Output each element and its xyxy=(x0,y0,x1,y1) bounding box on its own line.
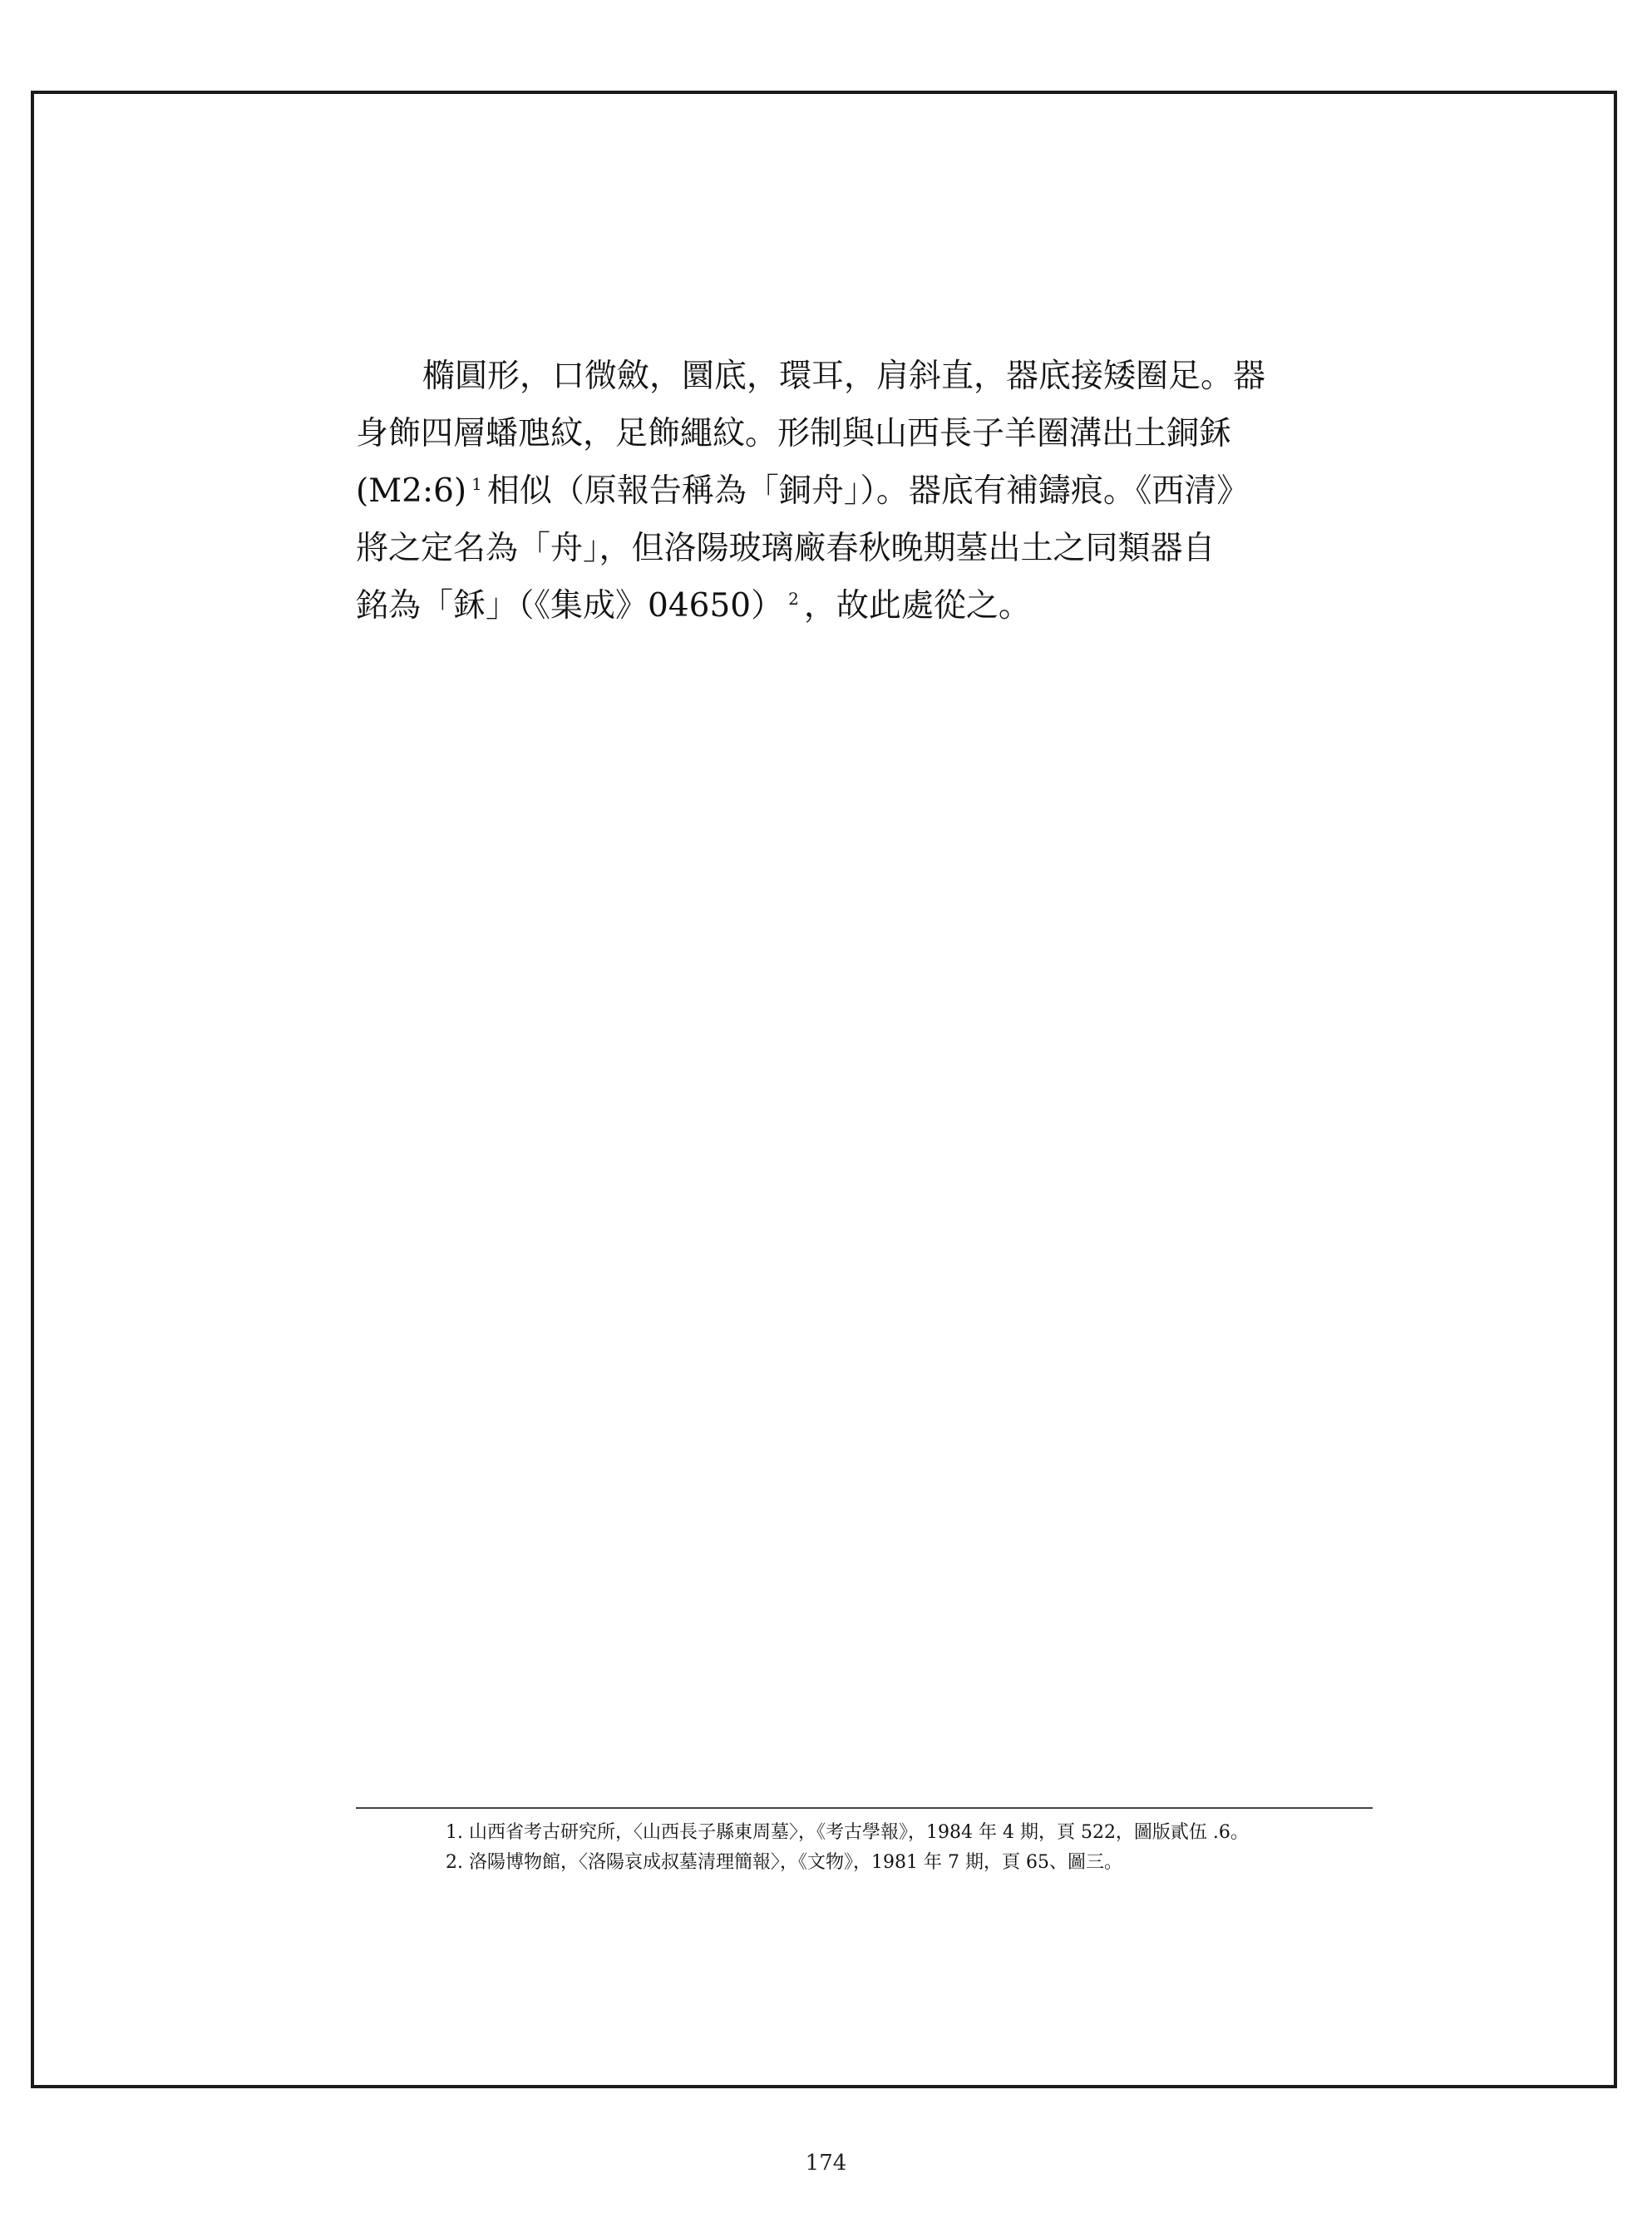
paragraph-fragment: ，故此處從之。 xyxy=(803,587,1031,625)
footnote-divider xyxy=(356,1807,1373,1809)
footnote-list xyxy=(446,1818,1377,1878)
paragraph-fragment: 銘為「鉌」（《集成》04650） xyxy=(356,587,784,625)
paragraph-line: 將之定名為「舟」，但洛陽玻璃廠春秋晚期墓出土之同類器自 xyxy=(356,530,1216,567)
paragraph-line: 身飾四層蟠虺紋，足飾繩紋。形制與山西長子羊圈溝出土銅鉌 xyxy=(356,415,1232,452)
main-paragraph xyxy=(356,348,1378,635)
paragraph-line xyxy=(356,577,1378,635)
footnote-ref-1[interactable]: 1 xyxy=(471,474,482,494)
page-number: 174 xyxy=(805,2151,847,2176)
paragraph-line: 橢圓形，口微斂，圜底，環耳，肩斜直，器底接矮圈足。器 xyxy=(422,358,1266,395)
paragraph-fragment: 相似（原報告稱為「銅舟」）。器底有補鑄痕。《西清》 xyxy=(486,472,1250,510)
paragraph-line xyxy=(356,462,1378,520)
footnote-item: 1. 山西省考古研究所，〈山西長子縣東周墓〉，《考古學報》，1984 年 4 期，頁 522，圖版貳伍 .6。 xyxy=(446,1822,1249,1843)
paragraph-fragment: (M2:6) xyxy=(356,472,467,510)
footnote-item: 2. 洛陽博物館，〈洛陽哀成叔墓清理簡報〉，《文物》，1981 年 7 期，頁 65、圖三。 xyxy=(446,1852,1122,1873)
footnote-ref-2[interactable]: 2 xyxy=(788,589,799,609)
